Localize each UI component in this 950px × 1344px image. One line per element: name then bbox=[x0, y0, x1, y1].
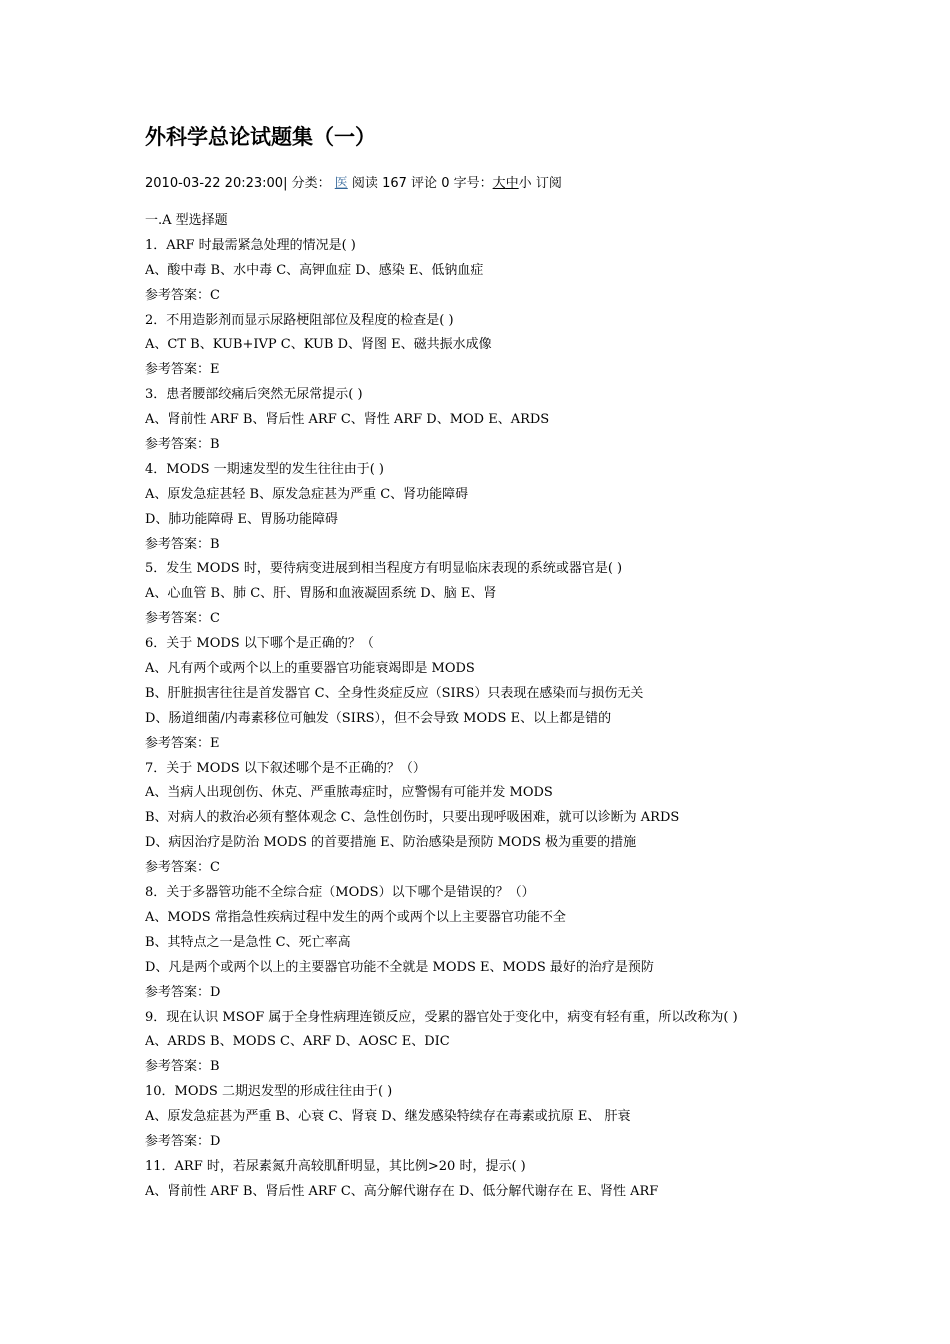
question-7-options: D、病因治疗是防治 MODS 的首要措施 E、防治感染是预防 MODS 极为重要的措施 bbox=[145, 835, 637, 851]
question-6-answer: 参考答案：E bbox=[145, 735, 220, 751]
category-label: 分类： bbox=[291, 176, 331, 191]
question-3: 3．患者腰部绞痛后突然无尿常提示( ) bbox=[145, 387, 363, 403]
question-6: 6．关于 MODS 以下哪个是正确的？（ bbox=[145, 636, 374, 652]
question-1-options: A、酸中毒 B、水中毒 C、高钾血症 D、感染 E、低钠血症 bbox=[145, 262, 484, 278]
comment-count: 0 bbox=[441, 176, 450, 191]
question-5-options: A、心血管 B、肺 C、肝、胃肠和血液凝固系统 D、脑 E、肾 bbox=[145, 586, 497, 602]
question-8-answer: 参考答案：D bbox=[145, 984, 221, 1000]
question-7-options: A、当病人出现创伤、休克、严重脓毒症时，应警惕有可能并发 MODS bbox=[145, 785, 553, 801]
subscribe-link[interactable]: 订阅 bbox=[535, 176, 562, 191]
question-9-options: A、ARDS B、MODS C、ARF D、AOSC E、DIC bbox=[145, 1034, 450, 1050]
section-heading: 一.A 型选择题 bbox=[145, 213, 228, 228]
question-5-answer: 参考答案：C bbox=[145, 611, 220, 627]
question-6-options: D、肠道细菌/内毒素移位可触发（SIRS），但不会导致 MODS E、以上都是错的 bbox=[145, 710, 612, 726]
question-8-options: B、其特点之一是急性 C、死亡率高 bbox=[145, 934, 351, 950]
question-7-answer: 参考答案：C bbox=[145, 860, 220, 876]
question-7-options: B、对病人的救治必须有整体观念 C、急性创伤时，只要出现呼吸困难，就可以诊断为 ARDS bbox=[145, 810, 680, 826]
question-10-options: A、原发急症甚为严重 B、心衰 C、肾衰 D、继发感染特续存在毒素或抗原 E、 肝衰 bbox=[145, 1109, 631, 1125]
category-link[interactable]: 医 bbox=[334, 176, 348, 191]
read-label: 阅读 bbox=[351, 176, 378, 191]
question-list bbox=[145, 209, 805, 1205]
post-datetime: 2010-03-22 20:23:00| bbox=[145, 176, 288, 191]
question-10: 10．MODS 二期迟发型的形成往往由于( ) bbox=[145, 1084, 393, 1100]
read-count: 167 bbox=[382, 176, 407, 191]
question-6-options: A、凡有两个或两个以上的重要器官功能衰竭即是 MODS bbox=[145, 661, 475, 677]
font-size-label: 字号： bbox=[453, 176, 493, 191]
question-11: 11．ARF 时，若尿素氮升高较肌酐明显，其比例>20 时，提示( ) bbox=[145, 1158, 526, 1174]
question-2-answer: 参考答案：E bbox=[145, 362, 220, 378]
question-11-options: A、肾前性 ARF B、肾后性 ARF C、高分解代谢存在 D、低分解代谢存在 E、肾性 ARF bbox=[145, 1183, 659, 1199]
question-8-options: D、凡是两个或两个以上的主要器官功能不全就是 MODS E、MODS 最好的治疗是预防 bbox=[145, 959, 654, 975]
question-6-options: B、肝脏损害往往是首发器官 C、全身性炎症反应（SIRS）只表现在感染而与损伤无关 bbox=[145, 685, 644, 701]
comment-label: 评论 bbox=[411, 176, 438, 191]
font-size-small-link[interactable]: 小 bbox=[518, 176, 532, 191]
question-2: 2．不用造影剂而显示尿路梗阻部位及程度的检查是( ) bbox=[145, 312, 454, 328]
question-1-answer: 参考答案：C bbox=[145, 287, 220, 303]
question-9-answer: 参考答案：B bbox=[145, 1059, 220, 1075]
post-meta bbox=[145, 174, 562, 194]
question-7: 7．关于 MODS 以下叙述哪个是不正确的？（） bbox=[145, 760, 426, 776]
page-title: 外科学总论试题集（一） bbox=[145, 125, 376, 149]
question-8: 8．关于多器管功能不全综合症（MODS）以下哪个是错误的？（） bbox=[145, 885, 535, 901]
font-size-medium-link[interactable]: 中 bbox=[505, 176, 519, 191]
question-4-options: A、原发急症甚轻 B、原发急症甚为严重 C、肾功能障碍 bbox=[145, 486, 469, 502]
question-4-answer: 参考答案：B bbox=[145, 536, 220, 552]
question-4-options: D、肺功能障碍 E、胃肠功能障碍 bbox=[145, 511, 339, 527]
question-10-answer: 参考答案：D bbox=[145, 1133, 221, 1149]
question-3-answer: 参考答案：B bbox=[145, 437, 220, 453]
question-9: 9．现在认识 MSOF 属于全身性病理连锁反应，受累的器官处于变化中，病变有轻有重，所以改称为( ) bbox=[145, 1009, 738, 1025]
question-8-options: A、MODS 常指急性疾病过程中发生的两个或两个以上主要器官功能不全 bbox=[145, 909, 566, 925]
question-1: 1．ARF 时最需紧急处理的情况是( ) bbox=[145, 237, 356, 253]
question-5: 5．发生 MODS 时，要待病变进展到相当程度方有明显临床表现的系统或器官是( ) bbox=[145, 561, 623, 577]
question-3-options: A、肾前性 ARF B、肾后性 ARF C、肾性 ARF D、MOD E、ARDS bbox=[145, 412, 550, 428]
font-size-large-link[interactable]: 大 bbox=[492, 176, 506, 191]
question-2-options: A、CT B、KUB+IVP C、KUB D、肾图 E、磁共振水成像 bbox=[145, 337, 492, 353]
question-4: 4．MODS 一期速发型的发生往往由于( ) bbox=[145, 461, 384, 477]
